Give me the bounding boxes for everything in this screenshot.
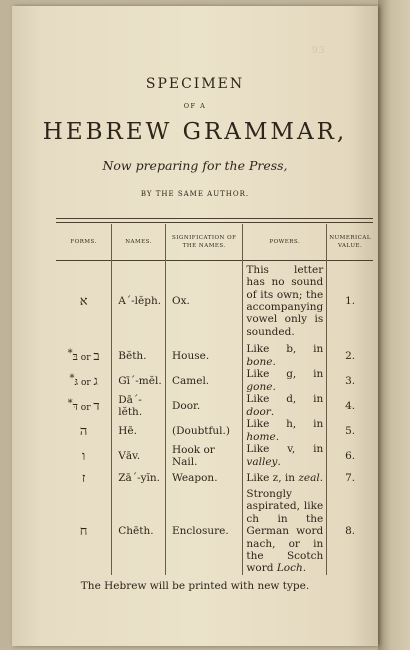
letter-name: A´-lĕph. <box>112 259 166 343</box>
numerical-value: 5. <box>327 418 373 443</box>
of-a-heading: OF A <box>183 102 207 110</box>
table-row <box>56 488 373 575</box>
power: Like d, in door. <box>243 393 327 418</box>
main-form: ב <box>93 348 100 364</box>
alt-form: בּ <box>72 349 78 363</box>
letter-name: Zā´-yĭn. <box>112 468 166 488</box>
grammar-title: HEBREW GRAMMAR, <box>42 119 348 145</box>
main-form: ד <box>93 398 100 414</box>
power-example: home <box>246 430 276 443</box>
letter-form: ז <box>81 471 86 486</box>
numerical-value: 8. <box>327 488 373 575</box>
table-row <box>56 443 373 468</box>
numerical-value: 2. <box>327 343 373 368</box>
footnote-star: * <box>67 347 73 359</box>
power: Like v, in valley. <box>243 443 327 468</box>
footnote-star: * <box>67 397 73 409</box>
author-line: BY THE SAME AUTHOR. <box>140 190 250 198</box>
power-example: zeal <box>298 471 320 484</box>
main-form: ג <box>93 373 98 389</box>
letter-name: Chēth. <box>112 488 166 575</box>
alt-form: גּ <box>74 374 79 388</box>
document-page <box>12 6 378 646</box>
adjacent-page-edge <box>378 0 410 650</box>
letter-form <box>56 368 112 393</box>
power: Like b, in bone. <box>243 343 327 368</box>
letter-form: ה <box>79 423 88 439</box>
power: Like h, in home. <box>243 418 327 443</box>
numerical-value: 1. <box>327 259 373 343</box>
letter-name: Hē. <box>112 418 166 443</box>
bleed-through-text: 93 <box>312 46 326 56</box>
table-header-row <box>56 224 373 259</box>
letter-form <box>56 343 112 368</box>
specimen-heading: SPECIMEN <box>145 76 245 92</box>
power: Strongly aspirated, like ch in the German word nach, or in the Scotch word Loch. <box>243 488 327 575</box>
letter-form <box>56 393 112 418</box>
table-row <box>56 468 373 488</box>
table-row <box>56 343 373 368</box>
table-body <box>56 259 373 575</box>
or-word: or <box>77 402 94 413</box>
table-row <box>56 393 373 418</box>
alphabet-table <box>56 224 373 575</box>
signification: Ox. <box>165 259 242 343</box>
letter-name: Vāv. <box>112 443 166 468</box>
top-rule <box>56 218 373 219</box>
power-example: Loch <box>276 562 303 575</box>
col-names: NAMES. <box>112 224 166 259</box>
numerical-value: 4. <box>327 393 373 418</box>
letter-name: Gī´-mĕl. <box>112 368 166 393</box>
power-example: bone <box>246 355 273 368</box>
power: Like g, in gone. <box>243 368 327 393</box>
subtitle: Now preparing for the Press, <box>102 158 288 173</box>
or-word: or <box>78 377 94 388</box>
power: This letter has no sound of its own; the accompanying vowel only is sounded. <box>243 259 327 343</box>
signification: Enclosure. <box>165 488 242 575</box>
or-word: or <box>77 352 94 363</box>
numerical-value: 6. <box>327 443 373 468</box>
table-row <box>56 368 373 393</box>
numerical-value: 7. <box>327 468 373 488</box>
col-numerical: NUMERICAL VALUE. <box>327 224 373 259</box>
letter-name: Dā´-lĕth. <box>112 393 166 418</box>
table-row <box>56 259 373 343</box>
footnote-star: * <box>69 372 75 384</box>
signification: House. <box>165 343 242 368</box>
footer-note: The Hebrew will be printed with new type. <box>80 580 310 592</box>
col-signification: SIGNIFICATION OF THE NAMES. <box>165 224 242 259</box>
power-example: valley <box>246 455 278 468</box>
alt-form: דּ <box>72 399 78 413</box>
numerical-value: 3. <box>327 368 373 393</box>
signification: Weapon. <box>165 468 242 488</box>
letter-form: א <box>79 294 88 309</box>
signification: Door. <box>165 393 242 418</box>
table-row <box>56 418 373 443</box>
power-example: gone <box>246 380 273 393</box>
col-forms: FORMS. <box>70 238 97 245</box>
signification: (Doubtful.) <box>165 418 242 443</box>
power: Like z, in zeal. <box>243 468 327 488</box>
top-rule-double <box>56 222 373 223</box>
col-powers: POWERS. <box>243 224 327 259</box>
power-example: door <box>246 405 271 418</box>
signification: Hook or Nail. <box>165 443 242 468</box>
letter-form: ו <box>81 448 86 464</box>
letter-name: Bĕth. <box>112 343 166 368</box>
signification: Camel. <box>165 368 242 393</box>
letter-form: ח <box>79 524 88 540</box>
